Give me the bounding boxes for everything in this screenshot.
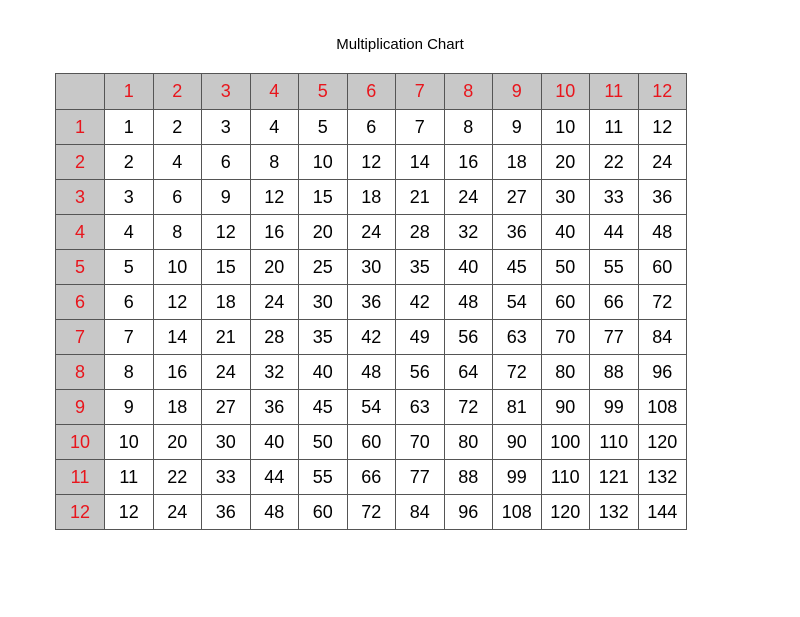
- table-cell: 84: [638, 320, 687, 355]
- table-cell: 96: [444, 495, 493, 530]
- row-header-7: 7: [56, 320, 105, 355]
- table-cell: 16: [250, 215, 299, 250]
- table-cell: 42: [347, 320, 396, 355]
- table-cell: 14: [396, 145, 445, 180]
- table-cell: 18: [153, 390, 202, 425]
- table-cell: 18: [202, 285, 251, 320]
- table-cell: 10: [299, 145, 348, 180]
- table-cell: 120: [638, 425, 687, 460]
- table-cell: 54: [493, 285, 542, 320]
- table-cell: 40: [299, 355, 348, 390]
- table-cell: 88: [590, 355, 639, 390]
- table-cell: 108: [493, 495, 542, 530]
- row-header-8: 8: [56, 355, 105, 390]
- table-cell: 11: [590, 110, 639, 145]
- page-title: Multiplication Chart: [336, 36, 464, 53]
- table-cell: 27: [493, 180, 542, 215]
- table-cell: 9: [105, 390, 154, 425]
- table-cell: 12: [153, 285, 202, 320]
- table-cell: 2: [153, 110, 202, 145]
- table-cell: 30: [202, 425, 251, 460]
- table-cell: 33: [590, 180, 639, 215]
- table-cell: 40: [541, 215, 590, 250]
- table-cell: 120: [541, 495, 590, 530]
- table-cell: 63: [493, 320, 542, 355]
- row-header-6: 6: [56, 285, 105, 320]
- table-cell: 8: [153, 215, 202, 250]
- table-row: [56, 460, 687, 495]
- table-cell: 4: [250, 110, 299, 145]
- table-cell: 132: [590, 495, 639, 530]
- table-cell: 32: [444, 215, 493, 250]
- table-cell: 2: [105, 145, 154, 180]
- table-cell: 72: [347, 495, 396, 530]
- table-cell: 3: [105, 180, 154, 215]
- column-header-3: 3: [202, 74, 251, 110]
- table-row: [56, 145, 687, 180]
- table-cell: 22: [153, 460, 202, 495]
- table-row: [56, 495, 687, 530]
- table-cell: 24: [638, 145, 687, 180]
- row-header-4: 4: [56, 215, 105, 250]
- table-cell: 6: [202, 145, 251, 180]
- table-cell: 30: [299, 285, 348, 320]
- table-cell: 144: [638, 495, 687, 530]
- table-cell: 24: [202, 355, 251, 390]
- table-cell: 108: [638, 390, 687, 425]
- table-cell: 60: [638, 250, 687, 285]
- column-header-11: 11: [590, 74, 639, 110]
- table-cell: 36: [202, 495, 251, 530]
- table-cell: 66: [590, 285, 639, 320]
- table-cell: 24: [250, 285, 299, 320]
- table-cell: 40: [250, 425, 299, 460]
- table-cell: 21: [396, 180, 445, 215]
- table-row: [56, 320, 687, 355]
- table-cell: 33: [202, 460, 251, 495]
- table-cell: 60: [347, 425, 396, 460]
- column-header-10: 10: [541, 74, 590, 110]
- table-cell: 70: [541, 320, 590, 355]
- table-cell: 48: [250, 495, 299, 530]
- table-cell: 20: [153, 425, 202, 460]
- table-cell: 45: [299, 390, 348, 425]
- table-cell: 70: [396, 425, 445, 460]
- table-cell: 66: [347, 460, 396, 495]
- table-cell: 96: [638, 355, 687, 390]
- table-cell: 3: [202, 110, 251, 145]
- table-cell: 48: [638, 215, 687, 250]
- table-cell: 121: [590, 460, 639, 495]
- table-cell: 12: [202, 215, 251, 250]
- table-cell: 64: [444, 355, 493, 390]
- table-cell: 12: [250, 180, 299, 215]
- table-cell: 48: [444, 285, 493, 320]
- table-cell: 63: [396, 390, 445, 425]
- table-cell: 28: [250, 320, 299, 355]
- column-header-2: 2: [153, 74, 202, 110]
- table-cell: 36: [250, 390, 299, 425]
- table-cell: 40: [444, 250, 493, 285]
- table-cell: 36: [638, 180, 687, 215]
- table-cell: 80: [444, 425, 493, 460]
- table-cell: 25: [299, 250, 348, 285]
- corner-cell: [56, 74, 105, 110]
- table-cell: 22: [590, 145, 639, 180]
- row-header-11: 11: [56, 460, 105, 495]
- table-cell: 10: [153, 250, 202, 285]
- table-cell: 6: [105, 285, 154, 320]
- row-header-12: 12: [56, 495, 105, 530]
- table-cell: 55: [299, 460, 348, 495]
- table-cell: 32: [250, 355, 299, 390]
- table-cell: 24: [444, 180, 493, 215]
- table-cell: 20: [541, 145, 590, 180]
- column-header-7: 7: [396, 74, 445, 110]
- table-row: [56, 390, 687, 425]
- table-cell: 50: [541, 250, 590, 285]
- header-row: [56, 74, 687, 110]
- table-cell: 45: [493, 250, 542, 285]
- table-cell: 27: [202, 390, 251, 425]
- table-cell: 8: [444, 110, 493, 145]
- table-cell: 12: [347, 145, 396, 180]
- column-header-5: 5: [299, 74, 348, 110]
- column-header-4: 4: [250, 74, 299, 110]
- table-cell: 132: [638, 460, 687, 495]
- table-cell: 99: [493, 460, 542, 495]
- table-cell: 6: [347, 110, 396, 145]
- table-cell: 110: [541, 460, 590, 495]
- table-cell: 21: [202, 320, 251, 355]
- row-header-1: 1: [56, 110, 105, 145]
- table-cell: 77: [396, 460, 445, 495]
- table-cell: 4: [153, 145, 202, 180]
- table-cell: 18: [493, 145, 542, 180]
- table-cell: 77: [590, 320, 639, 355]
- column-header-6: 6: [347, 74, 396, 110]
- table-cell: 24: [153, 495, 202, 530]
- table-cell: 18: [347, 180, 396, 215]
- table-cell: 8: [105, 355, 154, 390]
- table-cell: 60: [541, 285, 590, 320]
- table-cell: 60: [299, 495, 348, 530]
- table-row: [56, 180, 687, 215]
- table-cell: 50: [299, 425, 348, 460]
- table-cell: 24: [347, 215, 396, 250]
- table-cell: 100: [541, 425, 590, 460]
- table-cell: 4: [105, 215, 154, 250]
- table-cell: 90: [541, 390, 590, 425]
- column-header-12: 12: [638, 74, 687, 110]
- row-header-9: 9: [56, 390, 105, 425]
- table-cell: 110: [590, 425, 639, 460]
- table-cell: 81: [493, 390, 542, 425]
- table-cell: 55: [590, 250, 639, 285]
- table-cell: 12: [105, 495, 154, 530]
- table-cell: 88: [444, 460, 493, 495]
- table-cell: 15: [202, 250, 251, 285]
- table-cell: 42: [396, 285, 445, 320]
- table-cell: 72: [444, 390, 493, 425]
- row-header-3: 3: [56, 180, 105, 215]
- table-row: [56, 110, 687, 145]
- table-cell: 28: [396, 215, 445, 250]
- table-cell: 20: [250, 250, 299, 285]
- table-cell: 15: [299, 180, 348, 215]
- table-row: [56, 425, 687, 460]
- table-cell: 16: [153, 355, 202, 390]
- multiplication-table: [55, 73, 687, 530]
- table-cell: 99: [590, 390, 639, 425]
- table-cell: 72: [638, 285, 687, 320]
- row-header-2: 2: [56, 145, 105, 180]
- table-cell: 90: [493, 425, 542, 460]
- table-cell: 5: [105, 250, 154, 285]
- table-header: [56, 74, 687, 110]
- table-cell: 10: [541, 110, 590, 145]
- table-cell: 20: [299, 215, 348, 250]
- table-body: [56, 110, 687, 530]
- table-cell: 7: [105, 320, 154, 355]
- table-cell: 12: [638, 110, 687, 145]
- table-row: [56, 355, 687, 390]
- table-cell: 8: [250, 145, 299, 180]
- table-cell: 6: [153, 180, 202, 215]
- table-cell: 9: [202, 180, 251, 215]
- table-cell: 54: [347, 390, 396, 425]
- table-cell: 48: [347, 355, 396, 390]
- table-cell: 10: [105, 425, 154, 460]
- table-cell: 49: [396, 320, 445, 355]
- table-cell: 35: [396, 250, 445, 285]
- table-cell: 44: [590, 215, 639, 250]
- column-header-1: 1: [105, 74, 154, 110]
- column-header-9: 9: [493, 74, 542, 110]
- table-cell: 80: [541, 355, 590, 390]
- table-cell: 84: [396, 495, 445, 530]
- table-cell: 35: [299, 320, 348, 355]
- table-cell: 5: [299, 110, 348, 145]
- table-cell: 7: [396, 110, 445, 145]
- row-header-5: 5: [56, 250, 105, 285]
- table-row: [56, 215, 687, 250]
- table-cell: 56: [396, 355, 445, 390]
- table-cell: 16: [444, 145, 493, 180]
- table-cell: 72: [493, 355, 542, 390]
- table-cell: 14: [153, 320, 202, 355]
- table-cell: 9: [493, 110, 542, 145]
- table-cell: 11: [105, 460, 154, 495]
- table-row: [56, 250, 687, 285]
- row-header-10: 10: [56, 425, 105, 460]
- table-row: [56, 285, 687, 320]
- table-cell: 44: [250, 460, 299, 495]
- table-cell: 30: [347, 250, 396, 285]
- table-cell: 1: [105, 110, 154, 145]
- table-cell: 36: [347, 285, 396, 320]
- column-header-8: 8: [444, 74, 493, 110]
- table-cell: 30: [541, 180, 590, 215]
- table-cell: 56: [444, 320, 493, 355]
- table-cell: 36: [493, 215, 542, 250]
